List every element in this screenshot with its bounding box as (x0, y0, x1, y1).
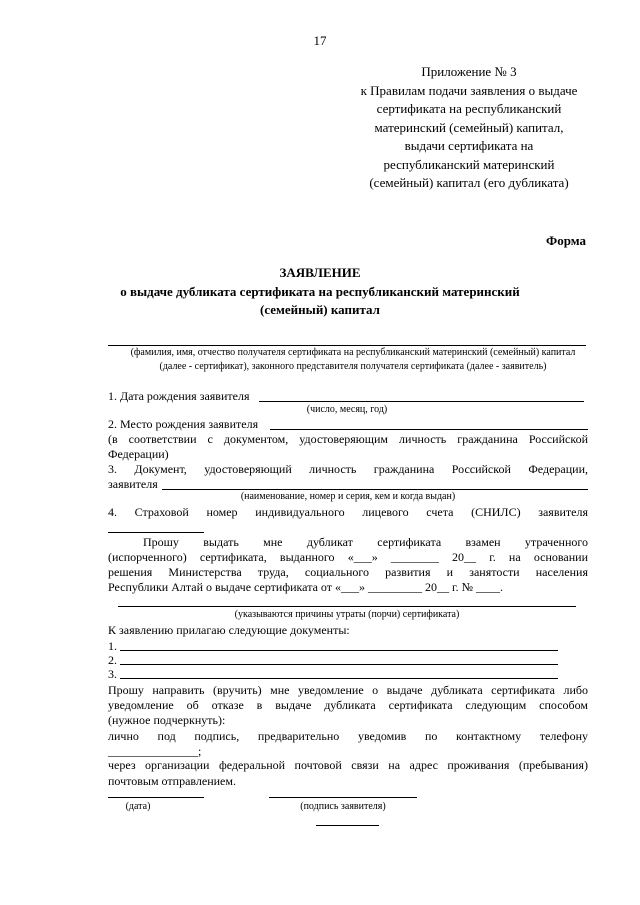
snils-field[interactable] (108, 532, 204, 533)
identity-doc-hint: (наименование, номер и серия, кем и когда выдан) (240, 491, 456, 502)
birth-place-note: (в соответствии с документом, удостоверяющим личность гражданина Российской (108, 432, 588, 446)
identity-doc-label: 3. Документ, удостоверяющий личность гражданина Российской Федерации, (108, 462, 588, 476)
date-hint: (дата) (125, 801, 151, 812)
birth-place-note-end: Федерации) (108, 447, 169, 461)
identity-doc-label-end: заявителя (108, 477, 158, 491)
date-field[interactable] (108, 797, 204, 798)
form-label: Форма (546, 233, 586, 248)
attachment-item-3-number: 3. (108, 667, 117, 681)
signature-hint: (подпись заявителя) (300, 801, 386, 812)
attachment-item-1-field[interactable] (120, 650, 558, 651)
document-subtitle: о выдаче дубликата сертификата на республиканский материнский (семейный) капитал (120, 284, 520, 317)
attachment-item-1-number: 1. (108, 639, 117, 653)
request-line-4: Республики Алтай о выдаче сертификата от «___» _________ 20__ г. № ____. (108, 580, 504, 594)
appendix-number: Приложение № 3 (421, 64, 517, 79)
contact-phone-field[interactable]: _______________; (108, 744, 202, 758)
reason-hint: (указываются причины утраты (порчи) сертификата) (234, 609, 460, 620)
appendix-block (358, 63, 580, 193)
attachment-item-3-field[interactable] (120, 678, 558, 679)
attachments-intro: К заявлению прилагаю следующие документы: (108, 623, 350, 637)
request-line-1: Прошу выдать мне дубликат сертификата взамен утраченного (143, 535, 588, 549)
request-line-3: решения Министерства труда, социального развития и занятости населения (108, 565, 588, 579)
snils-label: 4. Страховой номер индивидуального лицевого счета (СНИЛС) заявителя (108, 505, 588, 519)
delivery-line-3: (нужное подчеркнуть): (108, 713, 226, 727)
attachment-item-2-number: 2. (108, 653, 117, 667)
reason-field[interactable] (118, 606, 576, 607)
signature-field[interactable] (269, 797, 417, 798)
birth-place-field[interactable] (270, 429, 588, 430)
signature-footer-line (316, 825, 379, 826)
attachment-item-2-field[interactable] (120, 664, 558, 665)
birth-date-field[interactable] (259, 401, 584, 402)
appendix-description: к Правилам подачи заявления о выдаче сертификата на республиканский материнский (семейный) капитал, выдачи сертификата на республиканский материнский (семейный) капитал (его дубликата) (360, 82, 578, 190)
delivery-line-1: Прошу направить (вручить) мне уведомление о выдаче дубликата сертификата либо (108, 683, 588, 697)
delivery-option-post[interactable]: через организации федеральной почтовой связи на адрес проживания (пребывания) почтовым отправлением. (108, 758, 588, 788)
document-title: ЗАЯВЛЕНИЕ (279, 265, 361, 280)
applicant-hint: (фамилия, имя, отчество получателя сертификата на республиканский материнский (семейный) капитал (далее - сертификат), законного представителя получателя сертификата (далее - заявитель) (130, 347, 576, 372)
birth-date-label: 1. Дата рождения заявителя (108, 389, 250, 403)
delivery-option-in-person[interactable]: лично под подпись, предварительно уведомив по контактному телефону (108, 729, 588, 743)
birth-place-label: 2. Место рождения заявителя (108, 417, 259, 431)
birth-date-hint: (число, месяц, год) (306, 404, 388, 415)
request-line-2: (испорченного) сертификата, выданного «___» ________ 20__ г. на основании (108, 550, 588, 564)
page-number: 17 (313, 33, 327, 48)
delivery-line-2: уведомление об отказе в выдаче дубликата сертификата следующим способом (108, 698, 588, 712)
